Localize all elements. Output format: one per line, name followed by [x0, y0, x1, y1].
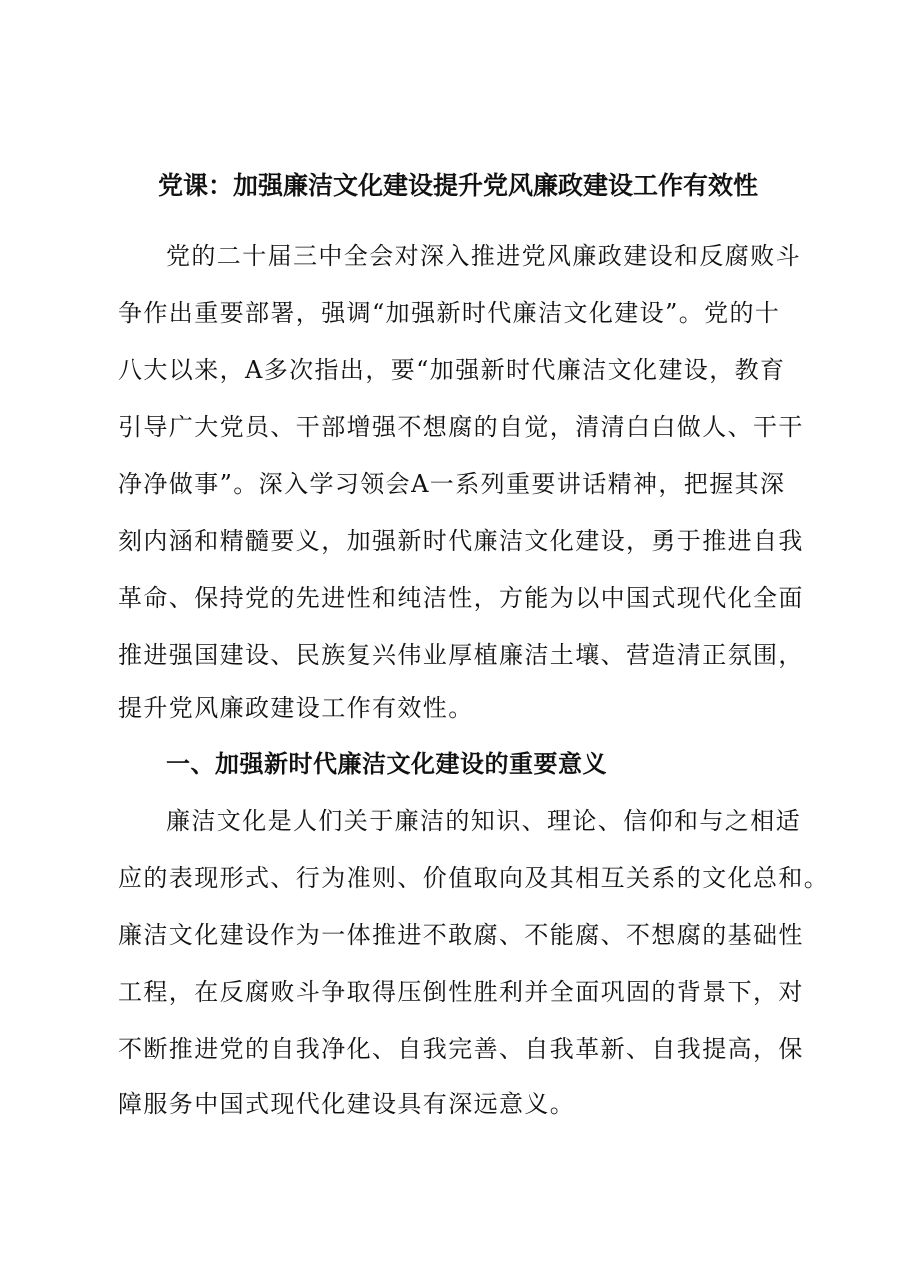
- section-heading-1: 一、加强新时代廉洁文化建设的重要意义: [166, 750, 607, 778]
- paragraph-1-line-5: 净净做事”。深入学习领会A一系列重要讲话精神，把握其深: [118, 470, 786, 498]
- paragraph-1-line-9: 提升党风廉政建设工作有效性。: [118, 694, 474, 722]
- paragraph-1-line-8: 推进强国建设、民族复兴伟业厚植廉洁土壤、营造清正氛围，: [118, 641, 804, 669]
- paragraph-2-line-5: 不断推进党的自我净化、自我完善、自我革新、自我提高，保: [118, 1035, 804, 1063]
- document-title: 党课：加强廉洁文化建设提升党风廉政建设工作有效性: [157, 171, 758, 200]
- paragraph-1-line-1: 党的二十届三中全会对深入推进党风廉政建设和反腐败斗: [166, 242, 801, 270]
- paragraph-1-line-2: 争作出重要部署，强调“加强新时代廉洁文化建设”。党的十: [118, 299, 781, 327]
- paragraph-1-line-3: 八大以来，A多次指出，要“加强新时代廉洁文化建设，教育: [118, 356, 786, 384]
- paragraph-2-line-1: 廉洁文化是人们关于廉洁的知识、理论、信仰和与之相适: [166, 807, 801, 835]
- paragraph-2-line-4: 工程，在反腐败斗争取得压倒性胜利并全面巩固的背景下，对: [118, 978, 804, 1006]
- paragraph-2-line-6: 障服务中国式现代化建设具有深远意义。: [118, 1090, 576, 1118]
- paragraph-1-line-4: 引导广大党员、干部增强不想腐的自觉，清清白白做人、干干: [118, 413, 804, 441]
- paragraph-2-line-3: 廉洁文化建设作为一体推进不敢腐、不能腐、不想腐的基础性: [118, 921, 804, 949]
- paragraph-1-line-6: 刻内涵和精髓要义，加强新时代廉洁文化建设，勇于推进自我: [118, 527, 804, 555]
- paragraph-1-line-7: 革命、保持党的先进性和纯洁性，方能为以中国式现代化全面: [118, 584, 804, 612]
- paragraph-2-line-2: 应的表现形式、行为准则、价值取向及其相互关系的文化总和。: [118, 864, 830, 892]
